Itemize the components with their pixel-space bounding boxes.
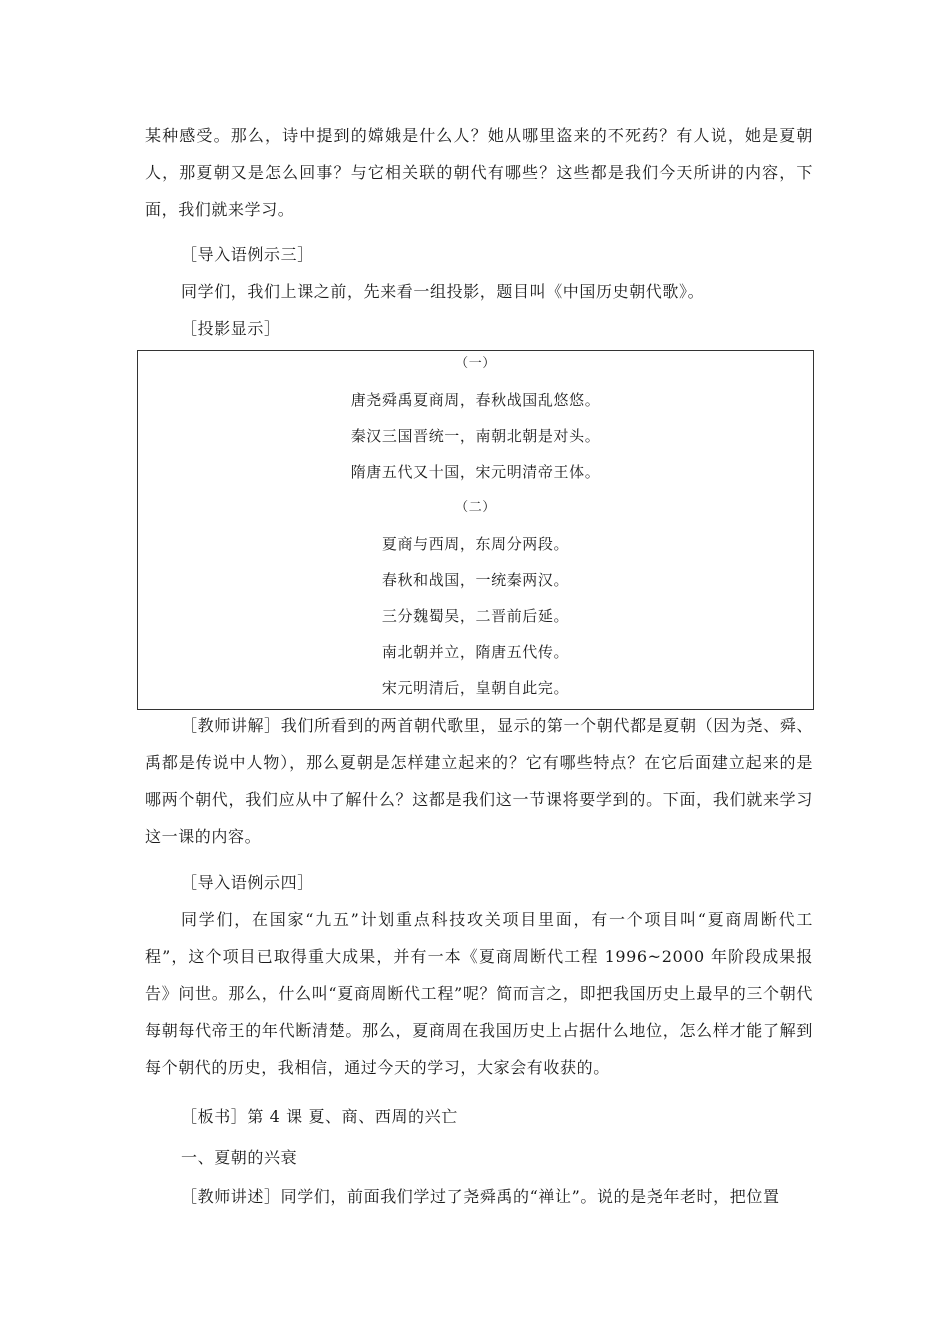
poem-line: 宋元明清后，皇朝自此完。 — [381, 679, 570, 697]
poem-line: 三分魏蜀吴，二晋前后延。 — [381, 607, 570, 625]
paragraph-projection-intro: 同学们，我们上课之前，先来看一组投影，题目叫《中国历史朝代歌》。 — [181, 282, 705, 301]
poem-line: 南北朝并立，隋唐五代传。 — [381, 643, 570, 661]
poem-line: 秦汉三国晋统一，南朝北朝是对头。 — [350, 427, 601, 445]
poem-line: 唐尧舜禹夏商周，春秋战国乱悠悠。 — [350, 391, 601, 409]
projection-part2-label: （二） — [455, 500, 496, 515]
projection-box — [137, 350, 814, 710]
poem-line: 春秋和战国，一统秦两汉。 — [381, 571, 570, 589]
paragraph-intro-continued: 某种感受。那么，诗中提到的嫦娥是什么人？她从哪里盗来的不死药？有人说，她是夏朝人，那夏朝又是怎么回事？与它相关联的朝代有哪些？这些都是我们今天所讲的内容，下面，我们就来学习。 — [145, 126, 813, 219]
board-notes: ［板书］第 4 课 夏、商、西周的兴亡 — [181, 1107, 458, 1126]
projection-part1-label: （一） — [455, 356, 496, 371]
poem-line: 隋唐五代又十国，宋元明清帝王体。 — [350, 463, 601, 481]
paragraph-xia-shang-zhou-project: 同学们，在国家“九五”计划重点科技攻关项目里面，有一个项目叫“夏商周断代工程”，这个项目已取得重大成果，并有一本《夏商周断代工程 1996~2000 年阶段成果报告》问世。那么，什么叫“夏商周断代工程”呢？简而言之，即把我国历史上最早的三个朝代每朝每代帝王的年代断清楚。那么，夏商周在我国历史上占据什么地位，怎么样才能了解到每个朝代的历史，我相信，通过今天的学习，大家会有收获的。 — [145, 910, 813, 1077]
poem-line: 夏商与西周，东周分两段。 — [381, 535, 570, 553]
heading-projection-display: ［投影显示］ — [181, 319, 281, 338]
paragraph-teacher-explanation: ［教师讲解］我们所看到的两首朝代歌里，显示的第一个朝代都是夏朝（因为尧、舜、禹都是传说中人物），那么夏朝是怎样建立起来的？它有哪些特点？在它后面建立起来的是哪两个朝代，我们应从中了解什么？这都是我们这一节课将要学到的。下面，我们就来学习这一课的内容。 — [145, 716, 813, 846]
heading-intro-example-3: ［导入语例示三］ — [181, 245, 314, 264]
heading-intro-example-4: ［导入语例示四］ — [181, 873, 314, 892]
paragraph-teacher-narration: ［教师讲述］同学们，前面我们学过了尧舜禹的“禅让”。说的是尧年老时，把位置 — [181, 1187, 780, 1206]
section-heading-xia: 一、夏朝的兴衰 — [181, 1148, 298, 1167]
